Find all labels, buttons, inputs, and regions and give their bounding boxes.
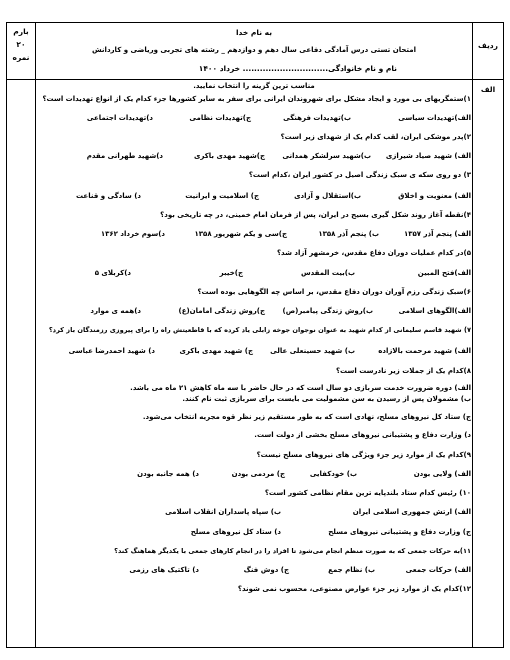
bismillah: به نام خدا [235, 28, 273, 37]
q10-option-a[interactable]: الف) ارتش جمهوری اسلامی ایران [352, 508, 471, 516]
q2-option-a[interactable]: الف) شهید صیاد شیرازی [385, 152, 471, 160]
question-11: ۱۱)به حرکات جمعی که به صورت منظم انجام می‌شود تا افراد را در انجام کارهای جمعی با یکدیگر هماهنگ کند؟ [114, 547, 471, 555]
q9-option-c[interactable]: ج) مردمی بودن [231, 470, 285, 478]
exam-sheet [6, 22, 504, 648]
q6-option-c[interactable]: ج)روش زندگی امامان(ع) [178, 307, 265, 315]
row-label: ردیف [478, 41, 498, 50]
q5-option-c[interactable]: ج)خیبر [219, 269, 243, 277]
q1-option-d[interactable]: د)تهدیدات اجتماعی [86, 114, 153, 122]
score-total: ۲۰ [16, 40, 26, 49]
q6-option-b[interactable]: ب)روش زندگی پیامبر(ص) [282, 307, 373, 315]
question-12: ۱۲)کدام یک از موارد زیر جزء عوارض مصنوعی، محسوب نمی شوند؟ [237, 585, 471, 593]
exam-header [35, 23, 473, 79]
q6-option-d[interactable]: د)همه ی موارد [90, 307, 141, 315]
q9-option-b[interactable]: ب) خودکفایی [309, 470, 357, 478]
q5-option-b[interactable]: ب)بیت المقدس [300, 269, 355, 277]
instruction: مناسب ترین گزینه را انتخاب نمایید. [193, 82, 315, 90]
q4-option-c[interactable]: ج)سی و یکم شهریور ۱۳۵۸ [194, 230, 287, 238]
q10-option-b[interactable]: ب) سپاه پاسداران انقلاب اسلامی [165, 508, 281, 516]
question-7: ۷) شهید قاسم سلیمانی از کدام شهید به عنوان نوجوان جوخه زابلی یاد کرده که با قاطعیتش راه را برای پیروزی رزمندگان باز کرد؟ [48, 326, 471, 334]
question-9: ۹)کدام یک از موارد زیر جزء ویژگی های نیروهای مسلح نیست؟ [256, 451, 471, 459]
q6-option-a[interactable]: الف)الگوهای اسلامی [398, 307, 471, 315]
q7-option-d[interactable]: د) شهید احمدرضا عباسی [68, 347, 155, 355]
question-6: ۶)سبک زندگی رزم آوران دوران دفاع مقدس، بر اساس چه الگوهایی بوده است؟ [197, 288, 471, 296]
q7-option-c[interactable]: ج) شهید مهدی باکری [179, 347, 253, 355]
score-unit: نمره [12, 53, 30, 62]
q9-option-d[interactable]: د) همه جانبه بودن [137, 470, 199, 478]
q4-option-a[interactable]: الف) پنجم آذر ۱۳۵۷ [403, 230, 471, 238]
question-10: ۱۰) رئیس کدام ستاد بلندپایه ترین مقام نظامی کشور است؟ [264, 489, 471, 497]
question-4: ۴)نقطه آغاز روند شکل گیری بسیج در ایران، پس از فرمان امام خمینی، در چه تاریخی بود؟ [160, 211, 471, 219]
q8-option-a[interactable]: الف) دوره ضرورت خدمت سربازی دو سال است که در حال حاضر با سه ماه کاهش ۲۱ ماه می باشد. [130, 384, 471, 392]
q2-option-c[interactable]: ج)شهید مهدی باکری [193, 152, 265, 160]
q1-option-c[interactable]: ج)تهدیدات نظامی [189, 114, 251, 122]
question-1: ۱)ستمگریهای بی مورد و ایجاد مشکل برای شهروندان ایرانی برای سفر به سایر کشورها جزء کدام یک از انواع تهدیدات است؟ [42, 95, 471, 103]
row-column [472, 23, 503, 647]
question-2: ۲)پدر موشکی ایران، لقب کدام یک از شهدای زیر است؟ [280, 133, 471, 141]
q1-option-a[interactable]: الف)تهدیدات سیاسی [398, 114, 471, 122]
q8-option-b[interactable]: ب) مشمولان پس از رسیدن به سن مشمولیت می بایست برای سربازی ثبت نام کنند. [182, 395, 471, 403]
q11-option-b[interactable]: ب) نظام جمع [328, 566, 375, 574]
score-label: بارم [13, 27, 29, 36]
q5-option-d[interactable]: د)کربلای ۵ [94, 269, 131, 277]
q5-option-a[interactable]: الف)فتح المبین [417, 269, 471, 277]
q4-option-d[interactable]: د)سوم خرداد ۱۳۶۲ [100, 230, 165, 238]
q7-option-a[interactable]: الف) شهید مرحمت بالازاده [378, 347, 471, 355]
q10-option-d[interactable]: د) ستاد کل نیروهای مسلح [190, 528, 281, 536]
question-8: ۸)کدام یک از جملات زیر نادرست است؟ [336, 367, 471, 375]
q3-option-b[interactable]: ب)استقلال و آزادی [294, 192, 361, 200]
q2-option-d[interactable]: د)شهید طهرانی مقدم [86, 152, 163, 160]
q3-option-d[interactable]: د) سادگی و قناعت [76, 192, 141, 200]
q10-option-c[interactable]: ج) وزارت دفاع و پشتیبانی نیروهای مسلح [328, 528, 471, 536]
q8-option-d[interactable]: د) وزارت دفاع و پشتیبانی نیروهای مسلح بخشی از دولت است. [254, 431, 471, 439]
q8-option-c[interactable]: ج) ستاد کل نیروهای مسلح، نهادی است که به طور مستقیم زیر نظر قوه مجریه انتخاب می‌شود. [142, 413, 471, 421]
q3-option-a[interactable]: الف) معنویت و اخلاق [398, 192, 471, 200]
student-name-line: نام و نام خانوادگی.............................. خرداد ۱۴۰۰ [198, 64, 397, 73]
q1-option-b[interactable]: ب)تهدیدات فرهنگی [283, 114, 351, 122]
q3-option-c[interactable]: ج) اسلامیت و ایرانیت [185, 192, 259, 200]
q9-option-a[interactable]: الف) ولایی بودن [413, 470, 471, 478]
question-5: ۵)در کدام عملیات دوران دفاع مقدس، خرمشهر آزاد شد؟ [276, 249, 471, 257]
q11-option-c[interactable]: ج) دوش فنگ [243, 566, 289, 574]
score-column [7, 23, 36, 647]
exam-title: امتحان تستی درس آمادگی دفاعی سال دهم و دوازدهم _ رشته های تجربی وریاضی و کاردانش [92, 46, 416, 54]
question-3: ۳) دو روی سکه ی سبک زندگی اصیل در کشور ایران ،کدام است؟ [248, 171, 471, 179]
q2-option-b[interactable]: ب)شهید سرلشکر همدانی [282, 152, 371, 160]
q11-option-a[interactable]: الف) حرکات جمعی [405, 566, 471, 574]
q4-option-b[interactable]: ب) پنجم آذر ۱۳۵۸ [318, 230, 379, 238]
q11-option-d[interactable]: د) تاکتیک های رزمی [129, 566, 199, 574]
section-label: الف [480, 85, 496, 94]
questions-area [37, 79, 471, 647]
q7-option-b[interactable]: ب) شهید حسینعلی عالی [270, 347, 355, 355]
